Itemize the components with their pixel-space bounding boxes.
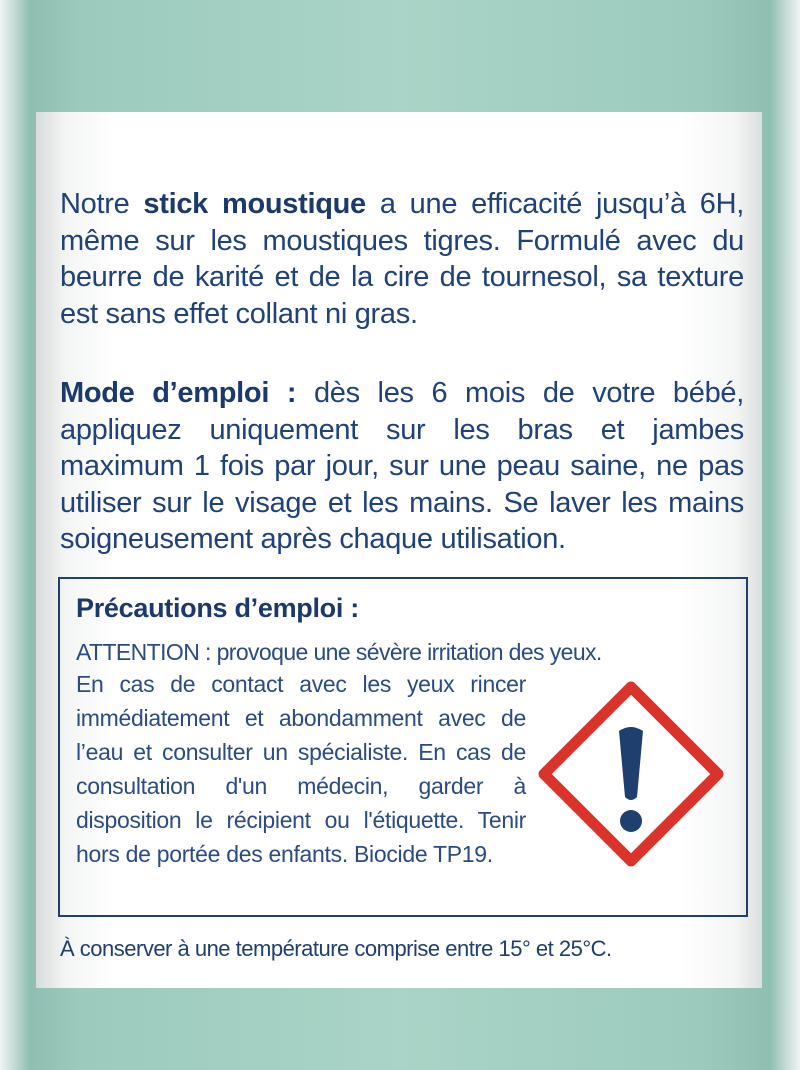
usage-paragraph: Mode d’emploi : dès les 6 mois de votre bébé, appliquez uniquement sur les bras et jambes maximum 1 fois par jour, sur une peau saine, ne pas utiliser sur le visage et les mains. Se laver les mains soigneusement après chaque utilisation. <box>60 377 745 555</box>
usage-heading: Mode d’emploi : <box>60 377 297 409</box>
intro-paragraph: Notre stick moustique a une efficacité jusqu’à 6H, même sur les moustiques tigres. Formulé avec du beurre de karité et de la cire de tournesol, sa texture est sans effet collant ni gras. <box>60 188 745 330</box>
precautions-attention: ATTENTION : provoque une sévère irritation des yeux. <box>76 639 602 665</box>
precautions-box <box>58 577 748 917</box>
precautions-title: Précautions d’emploi : <box>76 593 359 623</box>
product-name: stick moustique <box>143 188 366 220</box>
precautions-body: En cas de contact avec les yeux rincer immédiatement et abondamment avec de l’eau et consulter un spécialiste. En cas de consultation d'un médecin, garder à disposition le récipient ou l'étiquette. Tenir hors de portée des enfants. Biocide TP19. <box>76 671 526 867</box>
exclamation-hazard-icon <box>536 679 726 869</box>
storage-note: À conserver à une température comprise entre 15° et 25°C. <box>60 936 612 961</box>
